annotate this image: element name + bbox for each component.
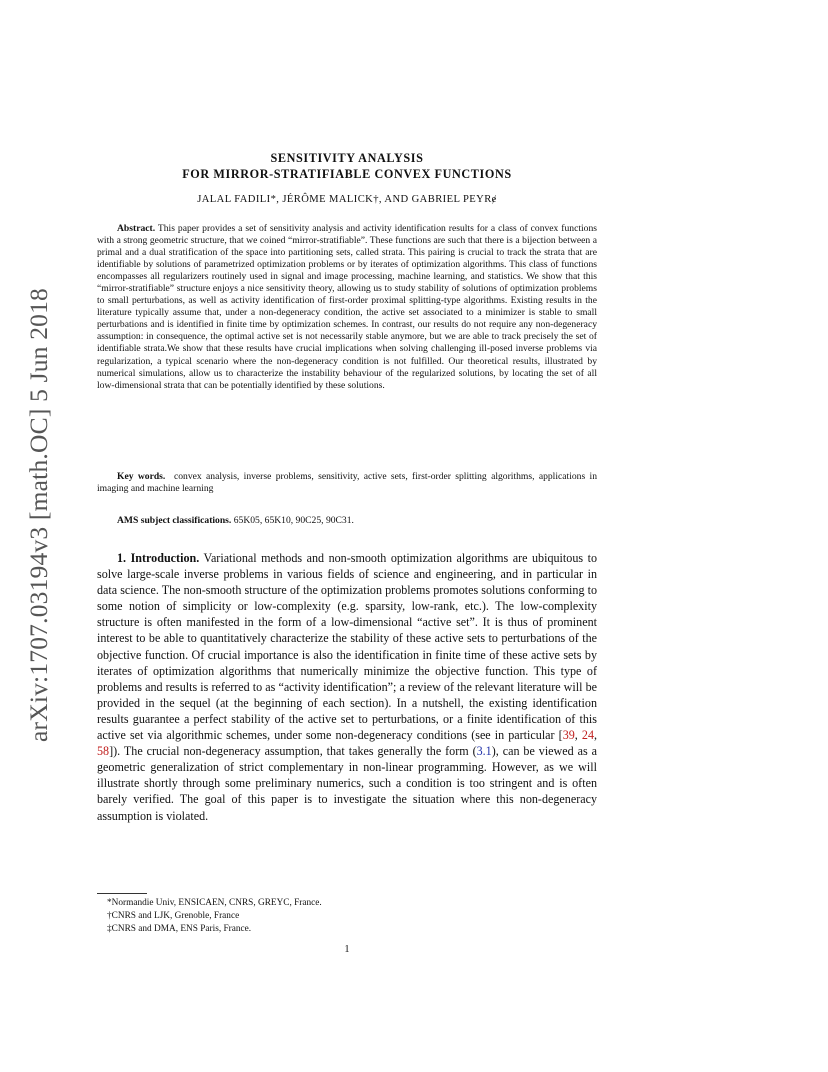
paper-title-line-1: SENSITIVITY ANALYSIS bbox=[270, 151, 424, 165]
footnote-rule bbox=[97, 893, 147, 894]
arxiv-side-stamp bbox=[22, 250, 56, 780]
author-list: JALAL FADILI*, JÉRÔME MALICK†, AND GABRIEL PEYRɇ bbox=[197, 194, 497, 205]
citation-link[interactable]: 58 bbox=[97, 744, 110, 759]
introduction-section bbox=[97, 550, 597, 824]
intro-text-1: Variational methods and non-smooth optimization algorithms are ubiquitous to solve large-scale inverse problems in various fields of science and engineering, and in particular in data science. The non-smooth structure of the optimization problems promotes solutions conforming to some notion of simplicity or low-complexity (e.g. sparsity, low-rank, etc.). The low-complexity structure is often manifested in the form of a low-dimensional “active set”. It is thus of prominent interest to be able to quantitatively characterize the stability of these active sets to perturbations of the objective function. Of crucial importance is also the identification in finite time of these active sets by iterates of optimization algorithms that numerically minimize the objective function. This type of problems and results is referred to as “activity identification”; a review of the relevant literature will be provided in the sequel (at the beginning of each section). In a nutshell, the existing identification results guarantee a perfect stability of the active set to perturbations, or a finite identification of this active set via algorithmic schemes, under some non-degeneracy conditions (see in particular [ bbox=[97, 551, 597, 743]
abstract-text: This paper provides a set of sensitivity analysis and activity identification results for a class of convex functions with a strong geometric structure, that we coined “mirror-stratifiable”. These functions are such that there is a bijection between a primal and a dual stratification of the space into partitioning sets, called strata. This pairing is crucial to track the strata that are identifiable by solutions of parametrized optimization problems or by iterates of optimization algorithms. This class of functions encompasses all regularizers routinely used in signal and image processing, machine learning, and statistics. We show that this “mirror-stratifiable” structure enjoys a nice sensitivity theory, allowing us to study stability of solutions of optimization problems to small perturbations, as well as activity identification of first-order proximal splitting-type algorithms. Existing results in the literature typically assume that, under a non-degeneracy condition, the active set associated to a minimizer is stable to small perturbations and is identified in finite time by optimization schemes. In contrast, our results do not require any non-degeneracy assumption: in consequence, the optimal active set is not necessarily stable anymore, but we are able to track precisely the set of identifiable strata.We show that these results have crucial implications when solving challenging ill-posed inverse problems via regularization, a typical scenario where the non-degeneracy condition is not fulfilled. Our theoretical results, illustrated by numerical simulations, allow us to characterize the instability behaviour of the regularized solutions, by locating the set of all low-dimensional strata that can be potentially identified by these solutions. bbox=[97, 223, 597, 391]
ams-codes: 65K05, 65K10, 90C25, 90C31. bbox=[233, 515, 354, 526]
ams-classifications bbox=[97, 515, 597, 527]
section-heading: 1. Introduction. bbox=[117, 551, 200, 565]
equation-link[interactable]: 3.1 bbox=[476, 744, 492, 759]
footnote-affiliation-3: ‡CNRS and DMA, ENS Paris, France. bbox=[107, 924, 252, 934]
citation-link[interactable]: 39 bbox=[562, 728, 575, 743]
keywords-label: Key words. bbox=[117, 471, 166, 482]
ams-label: AMS subject classifications. bbox=[117, 515, 232, 526]
page-number: 1 bbox=[344, 944, 350, 955]
citation-link[interactable]: 24 bbox=[581, 728, 594, 743]
abstract-label: Abstract. bbox=[117, 223, 156, 234]
citation-separator: , bbox=[593, 728, 598, 743]
arxiv-identifier: arXiv:1707.03194v3 [math.OC] 5 Jun 2018 bbox=[24, 287, 53, 743]
keywords bbox=[97, 471, 597, 495]
citation-separator: , bbox=[574, 728, 582, 743]
abstract bbox=[97, 223, 597, 392]
intro-text-2: ]). The crucial non-degeneracy assumption, that takes generally the form ( bbox=[109, 744, 477, 759]
keywords-text: convex analysis, inverse problems, sensitivity, active sets, first-order splitting algorithms, applications in imaging and machine learning bbox=[97, 471, 597, 495]
footnote-affiliation-1: *Normandie Univ, ENSICAEN, CNRS, GREYC, France. bbox=[107, 898, 322, 908]
footnote-affiliation-2: †CNRS and LJK, Grenoble, France bbox=[107, 911, 240, 921]
intro-text-3: ), can be viewed as a geometric generalization of strict complementary in non-linear programming. However, as we will illustrate shortly through some preliminary numerics, such a condition is too stringent and is often barely verified. The goal of this paper is to investigate the situation where this non-degeneracy assumption is violated. bbox=[97, 744, 598, 823]
paper-title-line-2: FOR MIRROR-STRATIFIABLE CONVEX FUNCTIONS bbox=[182, 167, 512, 181]
